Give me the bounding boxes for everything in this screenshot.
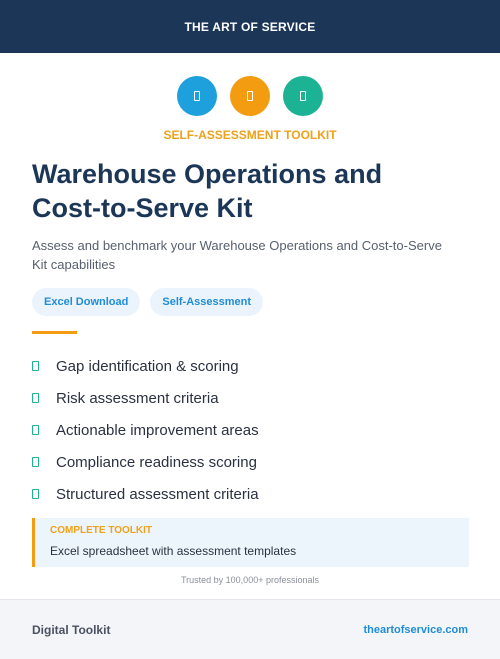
feature-item bbox=[32, 350, 259, 382]
check-icon bbox=[32, 361, 39, 371]
footer-bar bbox=[0, 599, 500, 659]
feature-label: Actionable improvement areas bbox=[56, 421, 259, 439]
feature-item bbox=[32, 414, 259, 446]
feature-label: Structured assessment criteria bbox=[56, 485, 259, 503]
toolkit-callout bbox=[32, 518, 469, 567]
tag-self-assessment: Self-Assessment bbox=[150, 288, 263, 316]
footer-website-link[interactable]: theartofservice.com bbox=[363, 623, 468, 636]
check-icon bbox=[32, 393, 39, 403]
subtitle: Assess and benchmark your Warehouse Operations and Cost-to-Serve Kit capabilities bbox=[32, 238, 442, 272]
check-icon bbox=[32, 489, 39, 499]
callout-text: Excel spreadsheet with assessment templates bbox=[50, 544, 297, 558]
icon-row bbox=[0, 76, 500, 116]
callout-label: COMPLETE TOOLKIT bbox=[50, 525, 153, 536]
feature-label: Risk assessment criteria bbox=[56, 389, 219, 407]
feature-item bbox=[32, 446, 259, 478]
footer-label: Digital Toolkit bbox=[32, 622, 111, 637]
header-bar bbox=[0, 0, 500, 53]
feature-list bbox=[32, 350, 259, 510]
feature-label: Compliance readiness scoring bbox=[56, 453, 257, 471]
check-icon bbox=[32, 457, 39, 467]
feature-label: Gap identification & scoring bbox=[56, 357, 239, 375]
trusted-note: Trusted by 100,000+ professionals bbox=[180, 575, 319, 585]
blue-document-icon bbox=[177, 76, 217, 116]
page-title bbox=[32, 157, 472, 225]
brand-name: THE ART OF SERVICE bbox=[184, 19, 316, 34]
accent-divider bbox=[32, 331, 77, 334]
tag-list bbox=[32, 288, 263, 316]
title-line-2: Cost-to-Serve Kit bbox=[32, 193, 253, 223]
orange-document-icon bbox=[230, 76, 270, 116]
green-document-icon bbox=[283, 76, 323, 116]
feature-item bbox=[32, 478, 259, 510]
feature-item bbox=[32, 382, 259, 414]
eyebrow-label: SELF-ASSESSMENT TOOLKIT bbox=[163, 128, 337, 142]
check-icon bbox=[32, 425, 39, 435]
title-line-1: Warehouse Operations and bbox=[32, 159, 383, 189]
tag-excel-download: Excel Download bbox=[32, 288, 140, 316]
